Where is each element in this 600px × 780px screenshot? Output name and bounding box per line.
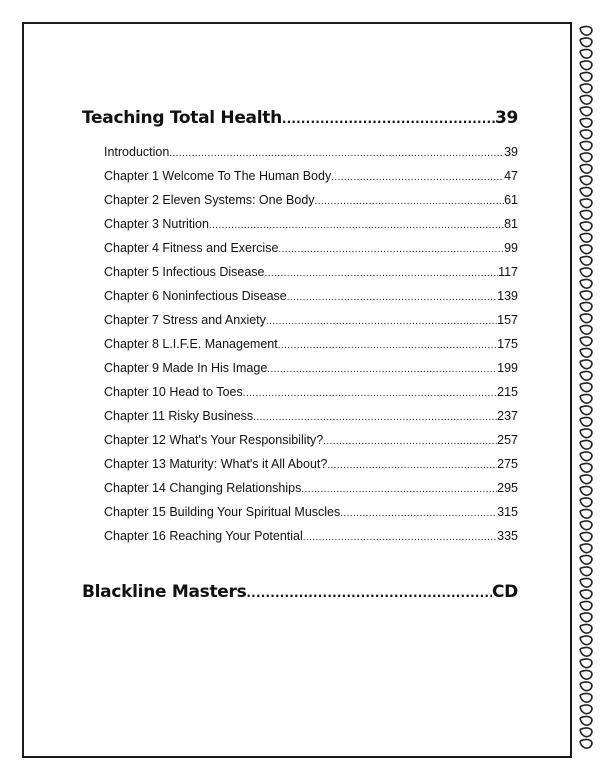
dot-leader — [315, 196, 505, 207]
spiral-coil — [580, 602, 592, 611]
spiral-coil — [580, 245, 592, 254]
entry-label: Chapter 6 Noninfectious Disease — [104, 289, 287, 303]
toc-entry-introduction[interactable] — [104, 145, 518, 159]
spiral-coil — [580, 96, 592, 105]
spiral-coil — [580, 533, 592, 542]
spiral-coil — [580, 418, 592, 427]
spiral-coil — [580, 153, 592, 162]
toc-entry-chapter-2[interactable] — [104, 193, 518, 207]
toc-section-teaching-total-health[interactable] — [82, 108, 518, 128]
spiral-coil — [580, 107, 592, 116]
spiral-coil — [580, 326, 592, 335]
entry-page-number: 81 — [504, 217, 518, 231]
entry-label: Chapter 14 Changing Relationships — [104, 481, 302, 495]
spiral-coil — [580, 142, 592, 151]
spiral-coil — [580, 556, 592, 565]
entry-label: Chapter 12 What's Your Responsibility? — [104, 433, 324, 447]
entry-page-number: 61 — [504, 193, 518, 207]
spiral-coil — [580, 648, 592, 657]
spiral-coil — [580, 406, 592, 415]
entry-page-number: 335 — [497, 529, 518, 543]
entry-page-number: 39 — [504, 145, 518, 159]
entry-page-number: 139 — [497, 289, 518, 303]
spiral-coil — [580, 50, 592, 59]
dot-leader — [267, 364, 497, 375]
spiral-coil — [580, 337, 592, 346]
spiral-coil — [580, 165, 592, 174]
entry-page-number: 175 — [497, 337, 518, 351]
toc-entry-chapter-13[interactable] — [104, 457, 518, 471]
spiral-coil — [580, 303, 592, 312]
entry-label: Chapter 3 Nutrition — [104, 217, 209, 231]
entry-label: Chapter 15 Building Your Spiritual Muscles — [104, 505, 341, 519]
spiral-binding — [578, 24, 596, 756]
toc-entry-chapter-9[interactable] — [104, 361, 518, 375]
spiral-coil — [580, 119, 592, 128]
spiral-coil — [580, 176, 592, 185]
dot-leader — [331, 172, 504, 183]
spiral-coil — [580, 694, 592, 703]
entry-page-number: 47 — [504, 169, 518, 183]
entry-label: Chapter 13 Maturity: What's it All About? — [104, 457, 328, 471]
spiral-coil — [580, 636, 592, 645]
dot-leader — [278, 340, 497, 351]
spiral-coil — [580, 728, 592, 737]
entry-label: Chapter 7 Stress and Anxiety — [104, 313, 266, 327]
section-page-number: 39 — [494, 108, 518, 128]
spiral-coil — [580, 544, 592, 553]
toc-entry-chapter-7[interactable] — [104, 313, 518, 327]
entry-page-number: 157 — [497, 313, 518, 327]
spiral-coil — [580, 130, 592, 139]
section-title: Blackline Masters — [82, 582, 247, 602]
toc-entry-chapter-3[interactable] — [104, 217, 518, 231]
spiral-coil — [580, 510, 592, 519]
entry-label: Chapter 9 Made In His Image — [104, 361, 268, 375]
dot-leader — [243, 388, 497, 399]
toc-entry-chapter-8[interactable] — [104, 337, 518, 351]
spiral-coil — [580, 27, 592, 36]
spiral-coil — [580, 314, 592, 323]
spiral-coil — [580, 188, 592, 197]
spiral-coil — [580, 452, 592, 461]
dot-leader — [340, 508, 497, 519]
dot-leader — [303, 532, 497, 543]
spiral-coil — [580, 211, 592, 220]
dot-leader — [253, 412, 497, 423]
dot-leader — [169, 148, 504, 159]
spiral-coil — [580, 395, 592, 404]
entry-label: Chapter 11 Risky Business — [104, 409, 254, 423]
dot-leader — [282, 112, 495, 126]
toc-entry-chapter-6[interactable] — [104, 289, 518, 303]
toc-entry-chapter-14[interactable] — [104, 481, 518, 495]
dot-leader — [278, 244, 504, 255]
spiral-coil — [580, 705, 592, 714]
toc-entry-chapter-12[interactable] — [104, 433, 518, 447]
spiral-coil — [580, 625, 592, 634]
spiral-coil — [580, 268, 592, 277]
spiral-coil — [580, 349, 592, 358]
spiral-coil — [580, 383, 592, 392]
spiral-coil — [580, 257, 592, 266]
entry-page-number: 257 — [497, 433, 518, 447]
section-title: Teaching Total Health — [82, 108, 282, 128]
entry-label: Chapter 1 Welcome To The Human Body — [104, 169, 332, 183]
dot-leader — [301, 484, 497, 495]
spiral-coil — [580, 73, 592, 82]
spiral-coil — [580, 441, 592, 450]
spiral-coil — [580, 590, 592, 599]
entry-label: Chapter 5 Infectious Disease — [104, 265, 265, 279]
entry-page-number: 295 — [497, 481, 518, 495]
toc-entry-chapter-16[interactable] — [104, 529, 518, 543]
spiral-coil — [580, 280, 592, 289]
toc-entry-chapter-5[interactable] — [104, 265, 518, 279]
spiral-coil — [580, 61, 592, 70]
entry-label: Chapter 8 L.I.F.E. Management — [104, 337, 278, 351]
spiral-coil — [580, 372, 592, 381]
spiral-coil — [580, 475, 592, 484]
entry-page-number: 315 — [497, 505, 518, 519]
spiral-coil — [580, 429, 592, 438]
spiral-coil — [580, 671, 592, 680]
spiral-coil — [580, 38, 592, 47]
toc-entry-chapter-15[interactable] — [104, 505, 518, 519]
spiral-coil — [580, 464, 592, 473]
spiral-coil — [580, 567, 592, 576]
entry-page-number: 117 — [498, 265, 518, 279]
dot-leader — [287, 292, 497, 303]
spiral-coil — [580, 291, 592, 300]
section-page-number: CD — [492, 582, 518, 602]
dot-leader — [323, 436, 497, 447]
entry-label: Chapter 10 Head to Toes — [104, 385, 243, 399]
spiral-coil — [580, 487, 592, 496]
entry-page-number: 215 — [497, 385, 518, 399]
dot-leader — [266, 316, 497, 327]
entry-label: Chapter 16 Reaching Your Potential — [104, 529, 303, 543]
dot-leader — [209, 220, 504, 231]
spiral-coil — [580, 682, 592, 691]
entry-page-number: 99 — [504, 241, 518, 255]
spiral-coil — [580, 234, 592, 243]
spiral-coil — [580, 199, 592, 208]
entry-page-number: 237 — [497, 409, 518, 423]
dot-leader — [246, 586, 492, 600]
spiral-coil — [580, 740, 592, 749]
toc-entry-chapter-4[interactable] — [104, 241, 518, 255]
entry-page-number: 199 — [497, 361, 518, 375]
toc-entry-chapter-10[interactable] — [104, 385, 518, 399]
spiral-coil — [580, 222, 592, 231]
spiral-coil — [580, 717, 592, 726]
spiral-coil — [580, 84, 592, 93]
toc-section-blackline-masters[interactable] — [82, 582, 518, 602]
spiral-coil — [580, 613, 592, 622]
toc-entry-chapter-11[interactable] — [104, 409, 518, 423]
dot-leader — [327, 460, 497, 471]
entry-page-number: 275 — [497, 457, 518, 471]
toc-entry-chapter-1[interactable] — [104, 169, 518, 183]
spiral-coil — [580, 498, 592, 507]
spiral-coil — [580, 579, 592, 588]
spiral-coil — [580, 360, 592, 369]
entry-label: Chapter 2 Eleven Systems: One Body — [104, 193, 315, 207]
entry-label: Introduction — [104, 145, 170, 159]
spiral-coil — [580, 659, 592, 668]
spiral-coil — [580, 521, 592, 530]
dot-leader — [265, 268, 499, 279]
entry-label: Chapter 4 Fitness and Exercise — [104, 241, 279, 255]
